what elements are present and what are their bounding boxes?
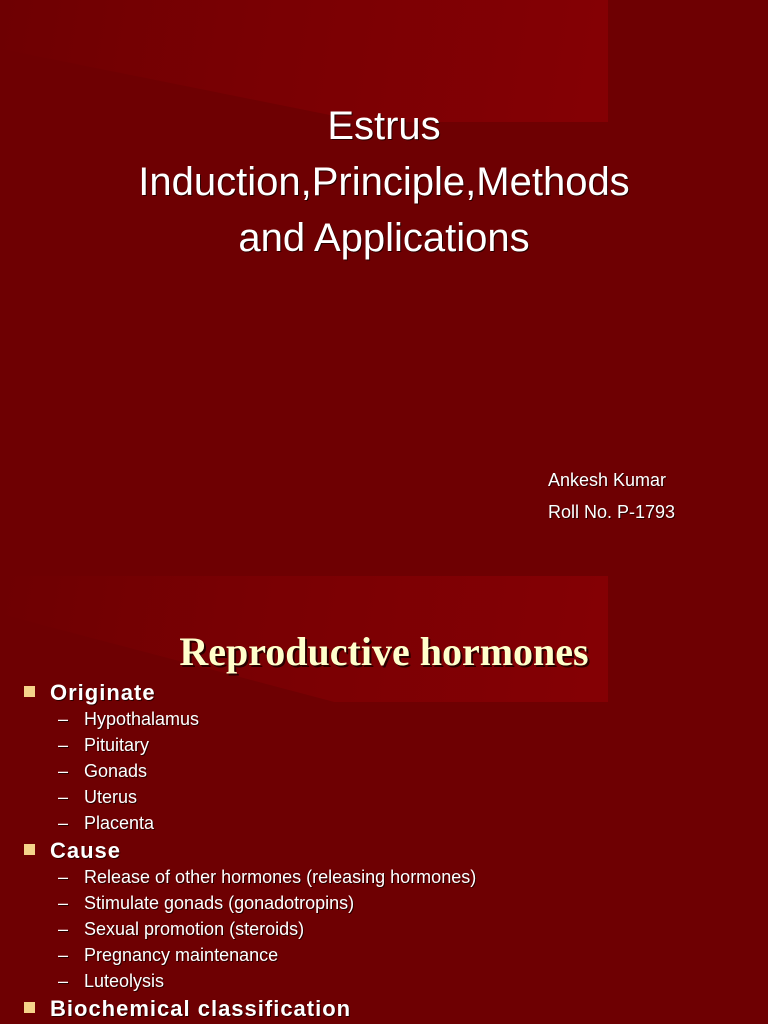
title-line-3: and Applications [238, 216, 530, 260]
roll-number: Roll No. P-1793 [548, 502, 676, 522]
slide-title-text: Reproductive hormones [179, 629, 589, 674]
list-item: – Release of other hormones (releasing hormones) [58, 864, 762, 890]
bullet-heading: Biochemical classification [50, 996, 352, 1021]
list-item: – Stimulate gonads (gonadotropins) [58, 890, 762, 916]
slide-hormones [0, 576, 768, 1024]
square-bullet-icon [24, 1002, 35, 1013]
slide-content [22, 680, 762, 1022]
cause-list [22, 864, 762, 994]
list-item: – Luteolysis [58, 968, 762, 994]
bullet-heading: Originate [50, 680, 156, 705]
title-line-2: Induction,Principle,Methods [138, 160, 630, 204]
square-bullet-icon [24, 686, 35, 697]
list-item: – Sexual promotion (steroids) [58, 916, 762, 942]
square-bullet-icon [24, 844, 35, 855]
list-item: – Gonads [58, 758, 762, 784]
author-block [548, 464, 675, 528]
list-item: – Hypothalamus [58, 706, 762, 732]
title-line-1: Estrus [327, 104, 441, 148]
bullet-originate [22, 680, 762, 706]
list-item: – Pituitary [58, 732, 762, 758]
list-item: – Placenta [58, 810, 762, 836]
bullet-heading: Cause [50, 838, 122, 863]
author-name: Ankesh Kumar [548, 470, 667, 490]
presentation-title [40, 98, 728, 266]
originate-list [22, 706, 762, 836]
list-item: – Pregnancy maintenance [58, 942, 762, 968]
bullet-cause [22, 838, 762, 864]
list-item: – Uterus [58, 784, 762, 810]
bullet-biochemical-classification [22, 996, 762, 1022]
